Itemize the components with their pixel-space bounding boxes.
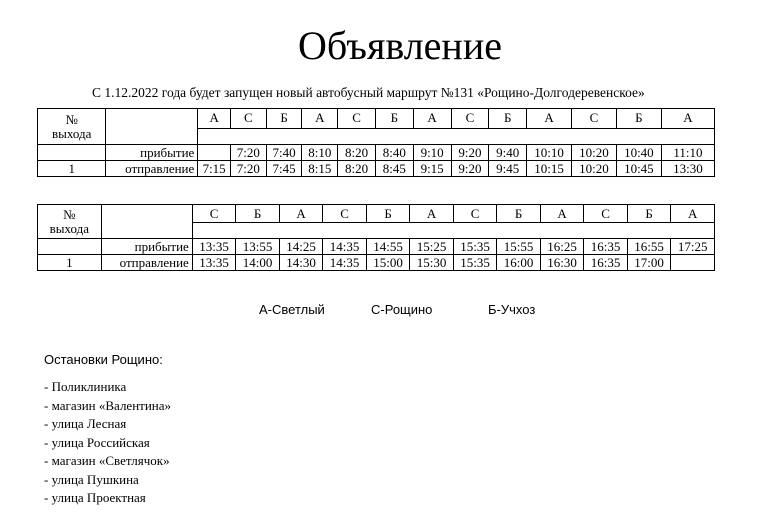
departure-cell: 7:15 bbox=[198, 161, 231, 177]
arrival-cell bbox=[198, 145, 231, 161]
departure-cell: 10:45 bbox=[616, 161, 661, 177]
exit-number-header bbox=[38, 205, 102, 239]
arrival-cell: 10:20 bbox=[572, 145, 617, 161]
arrival-cell: 15:35 bbox=[453, 239, 497, 255]
departure-cell: 9:20 bbox=[451, 161, 489, 177]
route-cell: А bbox=[671, 205, 715, 223]
route-cell: С bbox=[192, 205, 236, 223]
departure-cell bbox=[671, 255, 715, 271]
route-cell: Б bbox=[627, 205, 671, 223]
departure-label: отправление bbox=[106, 161, 198, 177]
route-cell: С bbox=[451, 109, 489, 129]
route-cell: С bbox=[230, 109, 266, 129]
spacer-cell bbox=[192, 223, 714, 239]
arrival-cell: 8:40 bbox=[375, 145, 413, 161]
announcement-title: Объявление bbox=[298, 23, 502, 68]
departure-cell: 13:35 bbox=[192, 255, 236, 271]
list-item: - Поликлиника bbox=[44, 379, 127, 394]
arrival-cell: 15:55 bbox=[497, 239, 541, 255]
route-cell: Б bbox=[375, 109, 413, 129]
departure-cell: 15:30 bbox=[410, 255, 454, 271]
departure-cell: 15:00 bbox=[366, 255, 410, 271]
route-cell: А bbox=[410, 205, 454, 223]
list-item: - улица Проектная bbox=[44, 490, 146, 505]
departure-cell: 13:30 bbox=[661, 161, 714, 177]
arrival-cell: 14:35 bbox=[323, 239, 367, 255]
route-cell: Б bbox=[497, 205, 541, 223]
num-sign: № bbox=[63, 206, 76, 222]
departure-cell: 16:35 bbox=[584, 255, 628, 271]
arrival-cell: 13:35 bbox=[192, 239, 236, 255]
departure-cell: 17:00 bbox=[627, 255, 671, 271]
route-cell: А bbox=[540, 205, 584, 223]
stops-title: Остановки Рощино: bbox=[44, 352, 163, 367]
departure-cell: 14:00 bbox=[236, 255, 280, 271]
route-cell: С bbox=[338, 109, 376, 129]
exit-blank-cell bbox=[38, 145, 106, 161]
arrival-cell: 14:55 bbox=[366, 239, 410, 255]
route-cell: А bbox=[302, 109, 338, 129]
route-cell: А bbox=[279, 205, 323, 223]
schedule-table-morning bbox=[37, 108, 715, 177]
departure-cell: 16:30 bbox=[540, 255, 584, 271]
exit-blank-cell bbox=[38, 239, 102, 255]
legend-a: А-Светлый bbox=[259, 302, 325, 317]
departure-cell: 10:15 bbox=[527, 161, 572, 177]
arrival-cell: 16:55 bbox=[627, 239, 671, 255]
route-cell: Б bbox=[616, 109, 661, 129]
departure-label: отправление bbox=[101, 255, 192, 271]
route-cell: А bbox=[198, 109, 231, 129]
route-cell: А bbox=[413, 109, 451, 129]
arrival-cell: 16:35 bbox=[584, 239, 628, 255]
list-item: - улица Лесная bbox=[44, 416, 127, 431]
departure-cell: 8:45 bbox=[375, 161, 413, 177]
departure-cell: 15:35 bbox=[453, 255, 497, 271]
arrival-cell: 13:55 bbox=[236, 239, 280, 255]
exit-number-cell: 1 bbox=[38, 161, 106, 177]
announcement-subtitle: С 1.12.2022 года будет запущен новый автобусный маршрут №131 «Рощино-Долгодеревенское» bbox=[92, 85, 645, 100]
departure-cell: 14:35 bbox=[323, 255, 367, 271]
route-cell: С bbox=[572, 109, 617, 129]
departure-cell: 8:20 bbox=[338, 161, 376, 177]
arrival-cell: 17:25 bbox=[671, 239, 715, 255]
num-sign: № bbox=[65, 111, 78, 127]
table-row-routes bbox=[38, 205, 715, 223]
arrival-cell: 10:10 bbox=[527, 145, 572, 161]
route-cell: С bbox=[584, 205, 628, 223]
arrival-cell: 15:25 bbox=[410, 239, 454, 255]
arrival-cell: 14:25 bbox=[279, 239, 323, 255]
arrival-label: прибытие bbox=[101, 239, 192, 255]
departure-cell: 9:45 bbox=[489, 161, 527, 177]
exit-number-cell: 1 bbox=[38, 255, 102, 271]
label-header-cell bbox=[106, 109, 198, 145]
route-cell: Б bbox=[266, 109, 302, 129]
legend-b: Б-Учхоз bbox=[488, 302, 536, 317]
table-row-departure bbox=[38, 255, 715, 271]
exit-number-header bbox=[38, 109, 106, 145]
arrival-cell: 8:20 bbox=[338, 145, 376, 161]
departure-cell: 14:30 bbox=[279, 255, 323, 271]
schedule-table-afternoon bbox=[37, 204, 715, 271]
list-item: - магазин «Светлячок» bbox=[44, 453, 170, 468]
departure-cell: 8:15 bbox=[302, 161, 338, 177]
table-row-departure bbox=[38, 161, 715, 177]
arrival-cell: 11:10 bbox=[661, 145, 714, 161]
route-cell: С bbox=[453, 205, 497, 223]
exit-word: выхода bbox=[52, 125, 92, 141]
exit-word: выхода bbox=[49, 220, 90, 236]
route-cell: С bbox=[323, 205, 367, 223]
departure-cell: 10:20 bbox=[572, 161, 617, 177]
route-cell: Б bbox=[236, 205, 280, 223]
route-cell: Б bbox=[489, 109, 527, 129]
departure-cell: 9:15 bbox=[413, 161, 451, 177]
list-item: - улица Российская bbox=[44, 434, 150, 450]
stops-list bbox=[44, 378, 171, 508]
list-item: - улица Пушкина bbox=[44, 471, 139, 487]
arrival-cell: 8:10 bbox=[302, 145, 338, 161]
table-row-arrival bbox=[38, 239, 715, 255]
arrival-label: прибытие bbox=[106, 145, 198, 161]
route-cell: А bbox=[527, 109, 572, 129]
arrival-cell: 7:20 bbox=[230, 145, 266, 161]
list-item: - магазин «Валентина» bbox=[44, 397, 172, 413]
departure-cell: 7:20 bbox=[230, 161, 266, 177]
spacer-cell bbox=[198, 129, 715, 145]
departure-cell: 7:45 bbox=[266, 161, 302, 177]
arrival-cell: 9:10 bbox=[413, 145, 451, 161]
departure-cell: 16:00 bbox=[497, 255, 541, 271]
table-row-routes bbox=[38, 109, 715, 129]
arrival-cell: 7:40 bbox=[266, 145, 302, 161]
arrival-cell: 10:40 bbox=[616, 145, 661, 161]
label-header-cell bbox=[101, 205, 192, 239]
legend-s: С-Рощино bbox=[371, 302, 433, 317]
arrival-cell: 9:20 bbox=[451, 145, 489, 161]
route-cell: Б bbox=[366, 205, 410, 223]
arrival-cell: 9:40 bbox=[489, 145, 527, 161]
route-cell: А bbox=[661, 109, 714, 129]
arrival-cell: 16:25 bbox=[540, 239, 584, 255]
table-row-arrival bbox=[38, 145, 715, 161]
